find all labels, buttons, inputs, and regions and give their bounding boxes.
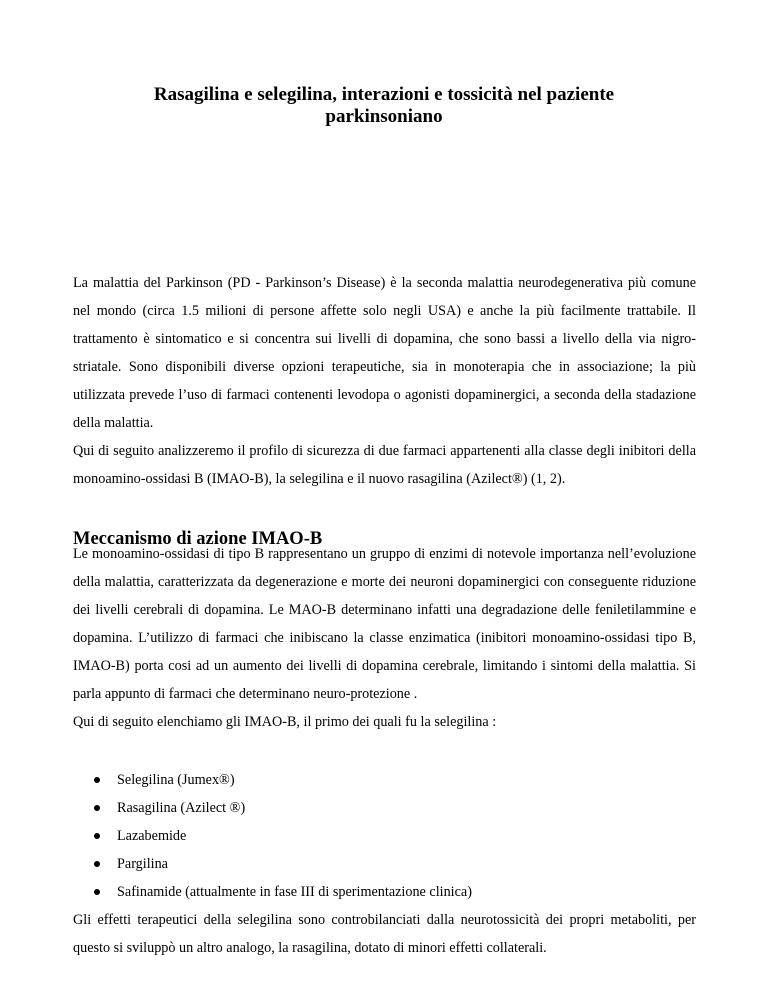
bullet-icon: [94, 861, 100, 867]
bullet-icon: [94, 777, 100, 783]
list-item: [73, 878, 696, 906]
section-paragraph-1: Le monoamino-ossidasi di tipo B rappresentano un gruppo di enzimi di notevole importanza nell’evoluzione della malattia, caratterizzata da degenerazione e morte dei neuroni dopaminergici con conseguente riduzione dei livelli cerebrali di dopamina. Le MAO-B determinano infatti una degradazione delle feniletilammine e dopamina. L’utilizzo di farmaci che inibiscano la classe enzimatica (inibitori monoamino-ossidasi tipo B, IMAO-B) porta cosi ad un aumento dei livelli di dopamina cerebrale, limitando i sintomi della malattia. Si parla appunto di farmaci che determinano neuro-protezione .: [73, 546, 696, 702]
intro-paragraph-1: La malattia del Parkinson (PD - Parkinson’s Disease) è la seconda malattia neurodegenerativa più comune nel mondo (circa 1.5 milioni di persone affette solo negli USA) e anche la più facilmente trattabile. Il trattamento è sintomatico e si concentra sui livelli di dopamina, che sono bassi a livello della via nigro-striatale. Sono disponibili diverse opzioni terapeutiche, sia in monoterapia che in associazione; la più utilizzata prevede l’uso di farmaci contenenti levodopa o agonisti dopaminergici, a seconda della stadazione della malattia.: [73, 275, 696, 431]
document-title: Rasagilina e selegilina, interazioni e tossicità nel paziente parkinsoniano: [153, 84, 615, 127]
list-item-text: Rasagilina (Azilect ®): [117, 800, 246, 816]
closing-paragraph: Gli effetti terapeutici della selegilina sono controbilanciati dalla neurotossicità dei propri metaboliti, per questo si sviluppò un altro analogo, la rasagilina, dotato di minori effetti collaterali.: [73, 912, 696, 956]
bullet-icon: [94, 889, 100, 895]
list-intro: Qui di seguito elenchiamo gli IMAO-B, il primo dei quali fu la selegilina :: [73, 714, 497, 730]
list-item: [73, 822, 696, 850]
list-item: [73, 794, 696, 822]
list-item-text: Selegilina (Jumex®): [117, 772, 235, 788]
imao-b-list: [73, 766, 696, 906]
list-item: [73, 850, 696, 878]
section-heading: Meccanismo di azione IMAO-B: [73, 529, 323, 549]
list-item: [73, 766, 696, 794]
list-item-text: Lazabemide: [117, 828, 187, 844]
bullet-icon: [94, 833, 100, 839]
intro-paragraph-2: Qui di seguito analizzeremo il profilo di sicurezza di due farmaci appartenenti alla classe degli inibitori della monoamino-ossidasi B (IMAO-B), la selegilina e il nuovo rasagilina (Azilect®) (1, 2).: [73, 443, 696, 487]
list-item-text: Pargilina: [117, 856, 168, 872]
bullet-icon: [94, 805, 100, 811]
list-item-text: Safinamide (attualmente in fase III di sperimentazione clinica): [117, 884, 472, 900]
